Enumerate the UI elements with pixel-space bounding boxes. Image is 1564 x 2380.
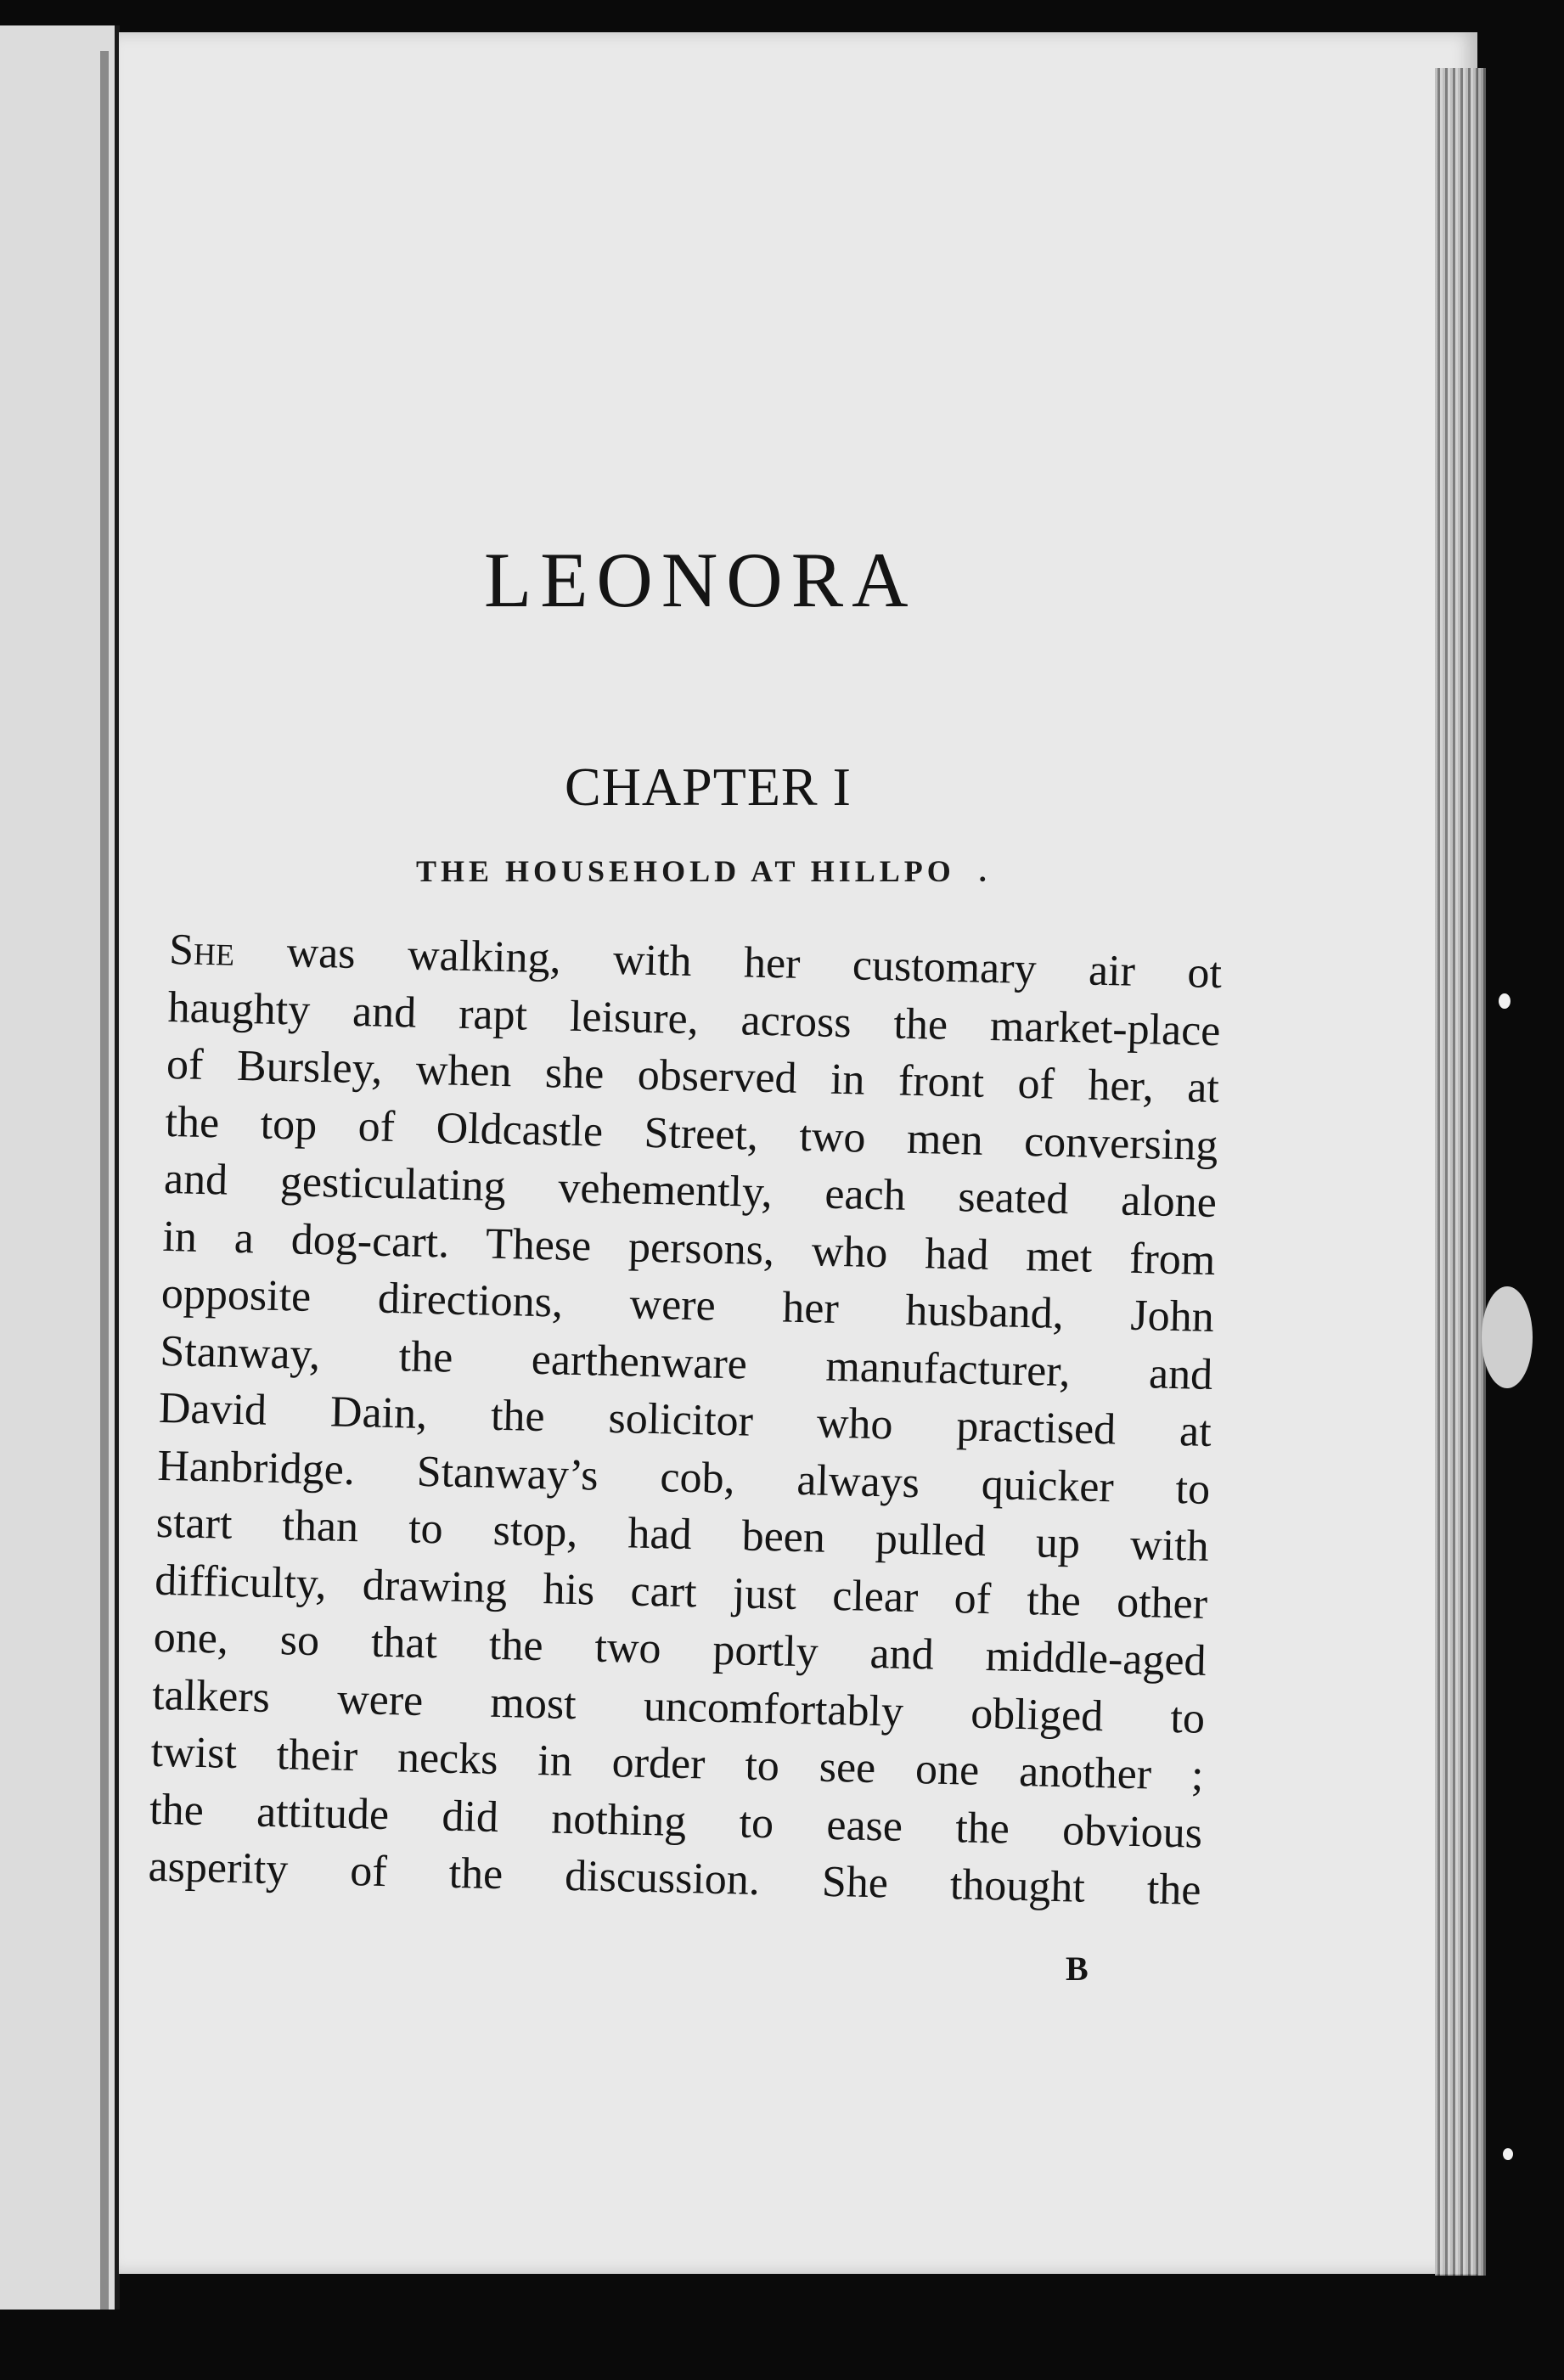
chapter-heading: CHAPTER I bbox=[565, 757, 852, 817]
body-line: the attitude did nothing to ease the obvious bbox=[149, 1785, 1203, 1858]
body-line: start than to stop, had been pulled up with bbox=[155, 1498, 1210, 1571]
page-fore-edge bbox=[1435, 68, 1486, 2276]
body-line: and gesticulating vehemently, each seated alone bbox=[163, 1154, 1218, 1228]
gutter-shadow bbox=[100, 51, 109, 2310]
body-line: haughty and rapt leisure, across the market-place bbox=[167, 982, 1222, 1055]
chapter-subtitle: THE HOUSEHOLD AT HILLPO . bbox=[416, 854, 991, 888]
scan-speck bbox=[1482, 1286, 1533, 1388]
body-line: talkers were most uncomfortably obliged to bbox=[151, 1670, 1206, 1743]
scan-speck bbox=[1499, 993, 1511, 1009]
body-line: David Dain, the solicitor who practised at bbox=[158, 1383, 1212, 1456]
chapter-body-text bbox=[148, 921, 1223, 1919]
body-line: difficulty, drawing his cart just clear of the other bbox=[154, 1556, 1208, 1629]
body-line: one, so that the two portly and middle-aged bbox=[153, 1612, 1207, 1685]
opening-word: She bbox=[168, 925, 235, 976]
body-line: of Bursley, when she observed in front of her, at bbox=[166, 1039, 1220, 1113]
body-line: in a dog-cart. These persons, who had met from bbox=[161, 1212, 1216, 1285]
body-line: Stanway, the earthenware manufacturer, and bbox=[159, 1326, 1213, 1399]
body-line: the top of Oldcastle Street, two men conversing bbox=[164, 1097, 1218, 1170]
scan-speck bbox=[1503, 2148, 1513, 2160]
book-title: LEONORA bbox=[484, 537, 917, 623]
signature-mark: B bbox=[1066, 1950, 1089, 1988]
body-line: Hanbridge. Stanway’s cob, always quicker to bbox=[156, 1441, 1211, 1514]
body-line: twist their necks in order to see one another ; bbox=[150, 1727, 1205, 1800]
body-line: asperity of the discussion. She thought the bbox=[148, 1842, 1202, 1915]
body-line-text: was walking, with her customary air ot bbox=[233, 926, 1223, 999]
body-line: opposite directions, were her husband, John bbox=[160, 1269, 1215, 1342]
